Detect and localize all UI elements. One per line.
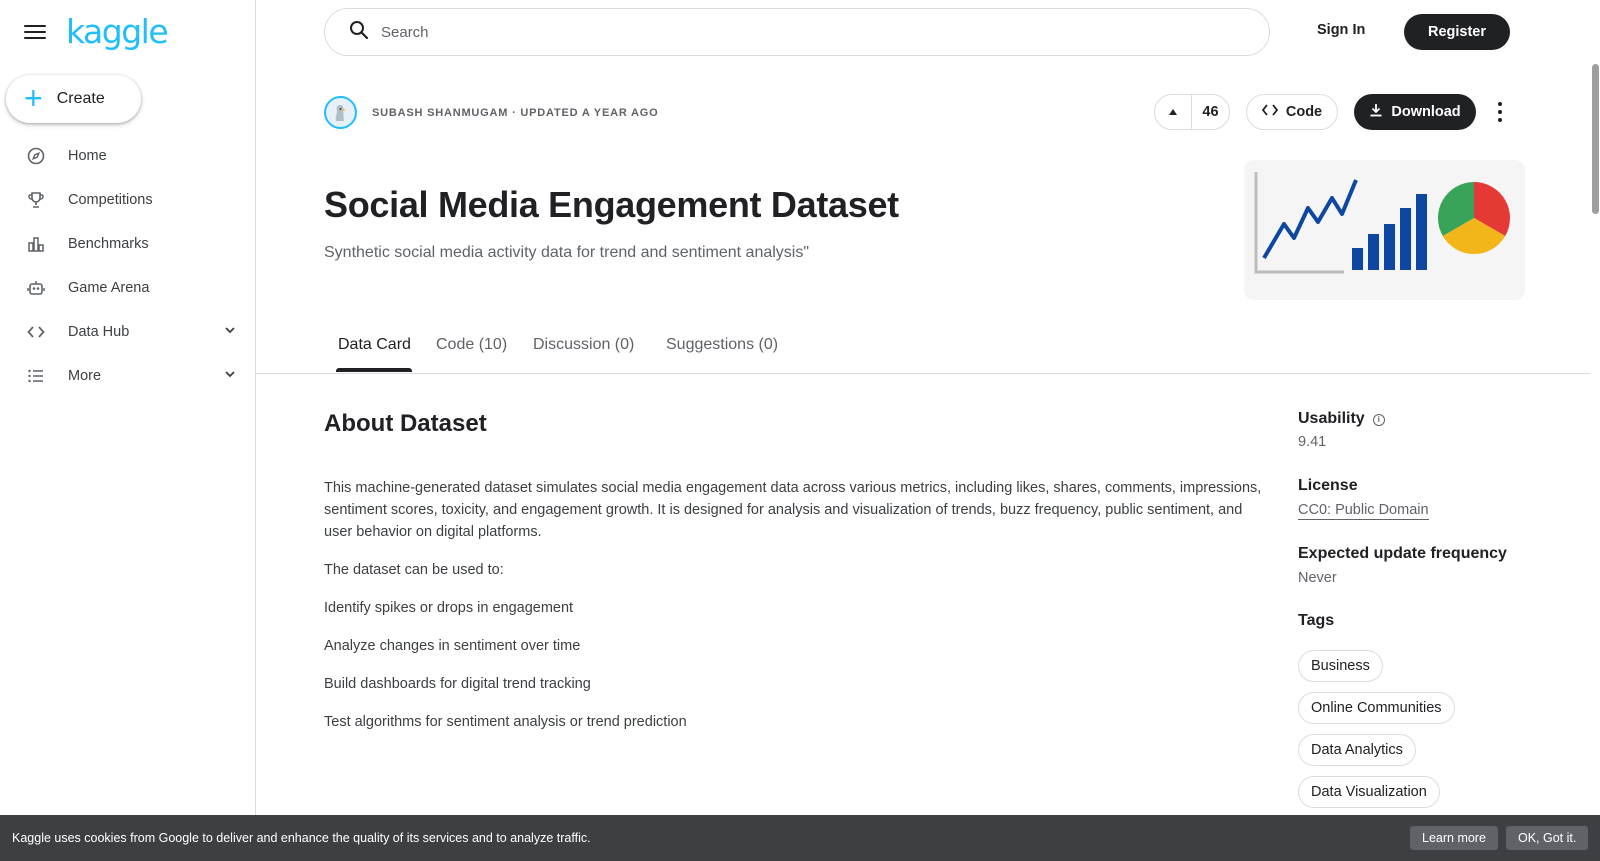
cookie-ok-button[interactable]: OK, Got it. [1506, 826, 1588, 850]
author-avatar[interactable] [324, 96, 357, 129]
download-button-label: Download [1391, 104, 1461, 120]
list-item: Analyze changes in sentiment over time [324, 638, 581, 654]
vote-count: 46 [1202, 104, 1219, 120]
chevron-down-icon[interactable] [224, 368, 236, 384]
trophy-icon [26, 190, 46, 210]
tab-bar [256, 326, 1590, 374]
chevron-down-icon[interactable] [224, 324, 236, 340]
plus-icon: + [24, 79, 43, 116]
sidebar-item-label: Home [68, 148, 107, 164]
caret-up-icon [1168, 103, 1178, 121]
register-button[interactable]: Register [1404, 14, 1510, 50]
sidebar-item-label: Benchmarks [68, 236, 149, 252]
upvote-button[interactable] [1155, 95, 1192, 129]
download-icon [1369, 103, 1383, 121]
sidebar-item-label: Game Arena [68, 280, 150, 296]
search-bar[interactable] [324, 8, 1270, 56]
scrollbar-thumb[interactable] [1592, 64, 1599, 214]
sidebar-item-data-hub[interactable] [0, 310, 256, 354]
more-options-icon[interactable] [1494, 100, 1506, 124]
code-button-label: Code [1285, 104, 1323, 120]
license-heading: License [1298, 477, 1358, 494]
menu-icon[interactable] [24, 22, 46, 42]
search-icon [349, 20, 369, 45]
uses-intro: The dataset can be used to: [324, 562, 504, 578]
sidebar-item-label: Competitions [68, 192, 153, 208]
page-title: Social Media Engagement Dataset [324, 184, 899, 225]
code-button[interactable] [1246, 94, 1338, 130]
create-label: Create [56, 90, 105, 107]
active-tab-indicator [336, 368, 412, 372]
sidebar-nav [0, 134, 256, 398]
sidebar-item-more[interactable] [0, 354, 256, 398]
update-frequency-heading: Expected update frequency [1298, 545, 1507, 562]
download-button[interactable] [1354, 94, 1476, 130]
dataset-thumbnail [1244, 160, 1525, 300]
search-input[interactable]: Search [381, 23, 429, 41]
usability-heading [1298, 410, 1385, 428]
sidebar-item-label: More [68, 368, 102, 384]
compass-icon [26, 146, 46, 166]
list-icon [26, 366, 46, 386]
about-heading: About Dataset [324, 410, 487, 437]
update-frequency-value: Never [1298, 570, 1337, 586]
cookie-banner [0, 815, 1600, 861]
code-icon [1262, 104, 1278, 120]
tag-chip[interactable]: Data Analytics [1298, 734, 1416, 766]
license-link[interactable]: CC0: Public Domain [1298, 502, 1429, 518]
create-button[interactable] [6, 75, 141, 123]
sidebar-item-benchmarks[interactable] [0, 222, 256, 266]
code-icon [26, 322, 46, 342]
tab-code[interactable]: Code (10) [436, 336, 508, 353]
tab-suggestions[interactable]: Suggestions (0) [666, 336, 779, 353]
sidebar-item-home[interactable] [0, 134, 256, 178]
list-item: Test algorithms for sentiment analysis or trend prediction [324, 714, 687, 730]
page-subtitle: Synthetic social media activity data for trend and sentiment analysis" [324, 244, 810, 261]
usability-label: Usability [1298, 410, 1365, 427]
list-item: Identify spikes or drops in engagement [324, 600, 574, 616]
tag-chip[interactable]: Business [1298, 650, 1383, 682]
upvote-control [1154, 94, 1230, 130]
author-byline: SUBASH SHANMUGAM · UPDATED A YEAR AGO [372, 107, 659, 119]
dataset-description: This machine-generated dataset simulates social media engagement data across various metrics, including likes, shares, comments, impressions, sentiment scores, toxicity, and engagement growth. It is designed for analysis and visualization of trends, buzz frequency, public sentiment, and user behavior on digital platforms. [324, 480, 1262, 540]
bar-chart-icon [26, 234, 46, 254]
robot-icon [26, 278, 46, 298]
cookie-message: Kaggle uses cookies from Google to deliver and enhance the quality of its services and to analyze traffic. [12, 831, 591, 845]
tags-heading: Tags [1298, 612, 1335, 629]
sign-in-link[interactable]: Sign In [1317, 22, 1366, 38]
usability-score: 9.41 [1298, 434, 1327, 450]
tab-discussion[interactable]: Discussion (0) [533, 336, 635, 353]
learn-more-button[interactable]: Learn more [1410, 826, 1498, 850]
kaggle-logo[interactable]: kaggle [66, 12, 168, 51]
scrollbar[interactable] [1591, 0, 1600, 861]
sidebar [0, 0, 256, 861]
sidebar-item-game-arena[interactable] [0, 266, 256, 310]
tag-chip[interactable]: Online Communities [1298, 692, 1455, 724]
tab-data-card[interactable]: Data Card [338, 336, 411, 353]
sidebar-item-competitions[interactable] [0, 178, 256, 222]
tag-chip[interactable]: Data Visualization [1298, 776, 1440, 808]
info-icon[interactable]: i [1373, 414, 1385, 426]
list-item: Build dashboards for digital trend tracking [324, 676, 591, 692]
sidebar-item-label: Data Hub [68, 324, 130, 340]
